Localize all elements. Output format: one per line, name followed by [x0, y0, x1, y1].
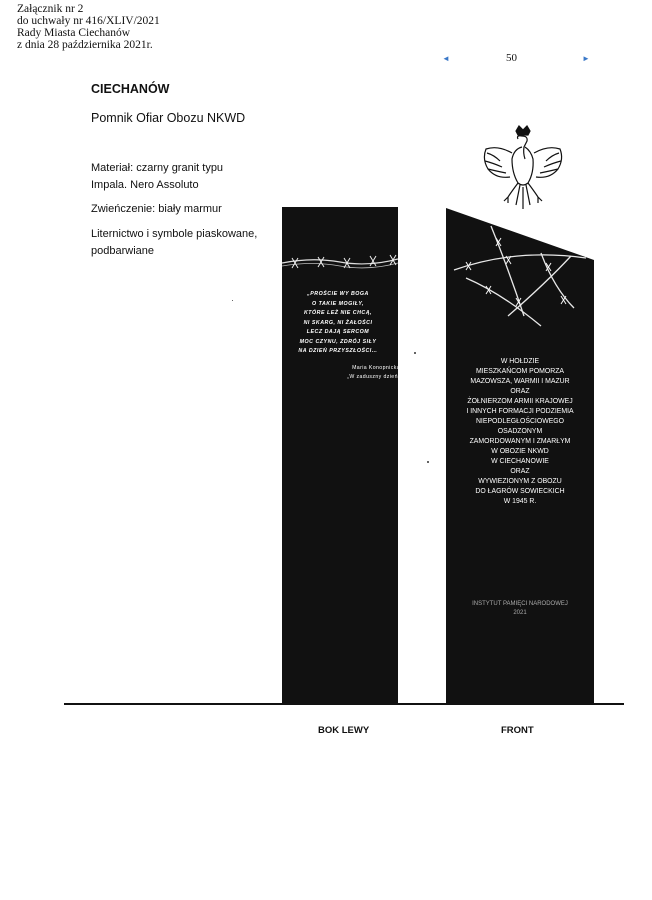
inscription-line: MIESZKAŃCOM POMORZA [475, 368, 565, 375]
inscription-line: ZAMORDOWANYM I ZMARŁYM [469, 438, 571, 445]
caption-front: FRONT [501, 725, 534, 736]
inscription-line: ORAZ [510, 388, 530, 395]
page-number: 50 [506, 52, 517, 64]
polish-eagle-emblem-icon [478, 125, 568, 215]
institution-year: 2021 [513, 610, 527, 616]
inscription-line: WYWIEZIONYM Z OBOZU [478, 478, 562, 485]
annex-line: Załącznik nr 2 [17, 3, 84, 15]
quote-line: O TAKIE MOGIŁY, [312, 300, 364, 307]
inscription-line: DO ŁAGRÓW SOWIECKICH [475, 488, 565, 495]
inscription-line: W CIECHANOWIE [491, 458, 549, 465]
scan-speck [427, 461, 429, 463]
quote-line: NA DZIEŃ PRZYSZŁOŚCI… [298, 348, 378, 354]
ground-line [64, 703, 624, 705]
inscription-line: OSADZONYM [497, 428, 543, 435]
annex-line: Rady Miasta Ciechanów [17, 27, 131, 39]
quote-block [290, 290, 386, 357]
front-inscription [446, 357, 594, 507]
quote-line: „PROŚCIE WY BOGA [307, 291, 369, 297]
inscription-line: W OBOZIE NKWD [491, 448, 549, 455]
annex-header [17, 3, 160, 51]
inscription-line: ORAZ [510, 468, 530, 475]
institution-name: INSTYTUT PAMIĘCI NARODOWEJ [472, 601, 568, 607]
next-page-arrow-icon[interactable]: ► [582, 54, 590, 63]
page-title: CIECHANÓW [91, 82, 170, 96]
scan-speck [414, 352, 416, 354]
quote-author [300, 364, 400, 382]
caption-left-side: BOK LEWY [318, 725, 370, 736]
prev-page-arrow-icon[interactable]: ◄ [442, 54, 450, 63]
inscription-line: W 1945 R. [503, 498, 537, 505]
quote-line: NI SKARG, NI ŻAŁOŚCI [303, 319, 373, 326]
quote-line: LECZ DAJĄ SERCOM [306, 329, 370, 335]
inscription-line: NIEPODLEGŁOŚCIOWEGO [475, 418, 565, 425]
institution-signature [446, 600, 594, 618]
spec-lettering: Liternictwo i symbole piaskowane, podbarwiane [91, 228, 258, 257]
monument-name: Pomnik Ofiar Obozu NKWD [91, 111, 246, 125]
author-name: Maria Konopnicka [352, 365, 400, 371]
inscription-line: ŻOŁNIERZOM ARMII KRAJOWEJ [467, 398, 573, 405]
annex-line: do uchwały nr 416/XLIV/2021 [17, 15, 160, 27]
spec-material: Materiał: czarny granit typu Impala. Nero Assoluto [91, 162, 224, 191]
inscription-line: MAZOWSZA, WARMII I MAZUR [470, 378, 570, 385]
inscription-line: I INNYCH FORMACJI PODZIEMIA [466, 408, 574, 415]
scan-speck [232, 300, 233, 301]
author-work: „W zaduszny dzień” [347, 374, 400, 380]
quote-line: MOC CZYNU, ZDRÓJ SIŁY [299, 338, 377, 345]
quote-line: KTÓRE LEŻ NIE CHCĄ, [303, 310, 373, 316]
spec-finish: Zwieńczenie: biały marmur [91, 203, 222, 215]
left-side-stone [282, 207, 398, 704]
inscription-line: W HOŁDZIE [500, 358, 540, 365]
annex-line: z dnia 28 października 2021r. [17, 39, 153, 51]
